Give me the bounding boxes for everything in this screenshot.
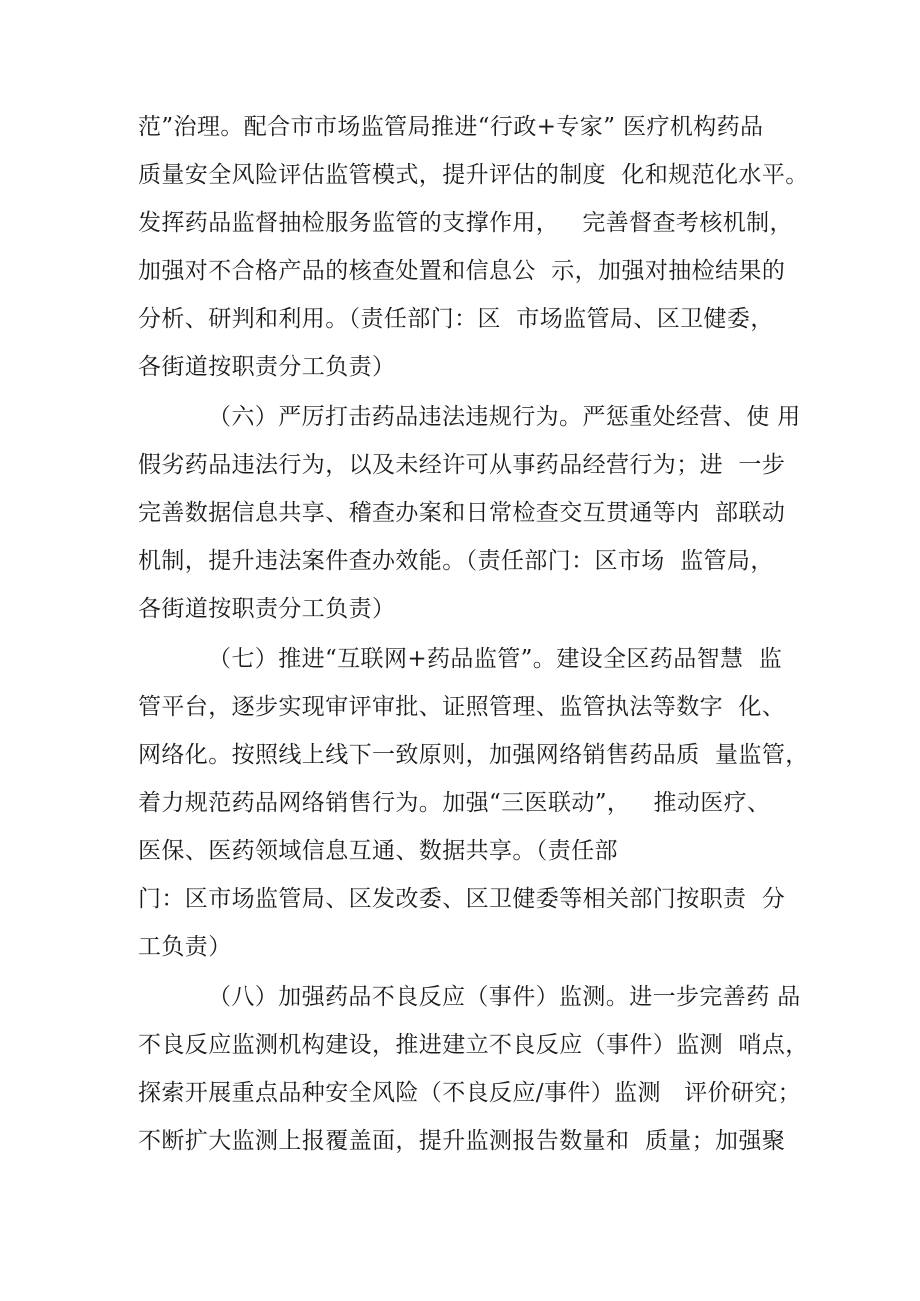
text-line: 网络化。按照线上线下一致原则，加强网络销售药品质 量监管， bbox=[138, 742, 809, 768]
paragraph-first-line: （六）严厉打击药品违法违规行为。严惩重处经营、使 用 bbox=[208, 404, 801, 430]
text-line: 加强对不合格产品的核查处置和信息公 示，加强对抽检结果的 bbox=[138, 258, 786, 284]
text-line: 质量安全风险评估监管模式，提升评估的制度 化和规范化水平。 bbox=[138, 162, 809, 188]
text-line: 机制，提升违法案件查办效能。（责任部门：区市场 监管局， bbox=[138, 548, 774, 574]
text-line: 门：区市场监管局、区发改委、区卫健委等相关部门按职责 分 bbox=[138, 886, 786, 912]
paragraph-first-line: （八）加强药品不良反应（事件）监测。进一步完善药 品 bbox=[208, 984, 801, 1010]
text-line: 分析、研判和利用。（责任部门：区 市场监管局、区卫健委， bbox=[138, 306, 774, 332]
text-line: 范”治理。配合市市场监管局推进“行政+专家” 医疗机构药品 bbox=[138, 114, 764, 140]
text-line: 医保、医药领域信息互通、数据共享。（责任部 bbox=[138, 838, 618, 864]
text-line: 各街道按职责分工负责） bbox=[138, 596, 396, 622]
text-line: 假劣药品违法行为，以及未经许可从事药品经营行为；进 一步 bbox=[138, 452, 786, 478]
text-line: 着力规范药品网络销售行为。加强“三医联动”， 推动医疗、 bbox=[138, 790, 771, 816]
text-line: 完善数据信息共享、稽查办案和日常检查交互贯通等内 部联动 bbox=[138, 500, 786, 526]
paragraph-first-line: （七）推进“互联网+药品监管”。建设全区药品智慧 监 bbox=[208, 646, 783, 672]
text-line: 管平台，逐步实现审评审批、证照管理、监管执法等数字 化、 bbox=[138, 694, 786, 720]
text-line: 发挥药品监督抽检服务监管的支撑作用， 完善督查考核机制， bbox=[138, 210, 793, 236]
text-line: 不断扩大监测上报覆盖面，提升监测报告数量和 质量；加强聚 bbox=[138, 1128, 786, 1154]
text-line: 工负责） bbox=[138, 934, 232, 960]
text-line: 探索开展重点品种安全风险（不良反应/事件）监测 评价研究； bbox=[138, 1080, 802, 1106]
text-line: 各街道按职责分工负责） bbox=[138, 354, 396, 380]
text-line: 不良反应监测机构建设，推进建立不良反应（事件）监测 哨点， bbox=[138, 1032, 809, 1058]
